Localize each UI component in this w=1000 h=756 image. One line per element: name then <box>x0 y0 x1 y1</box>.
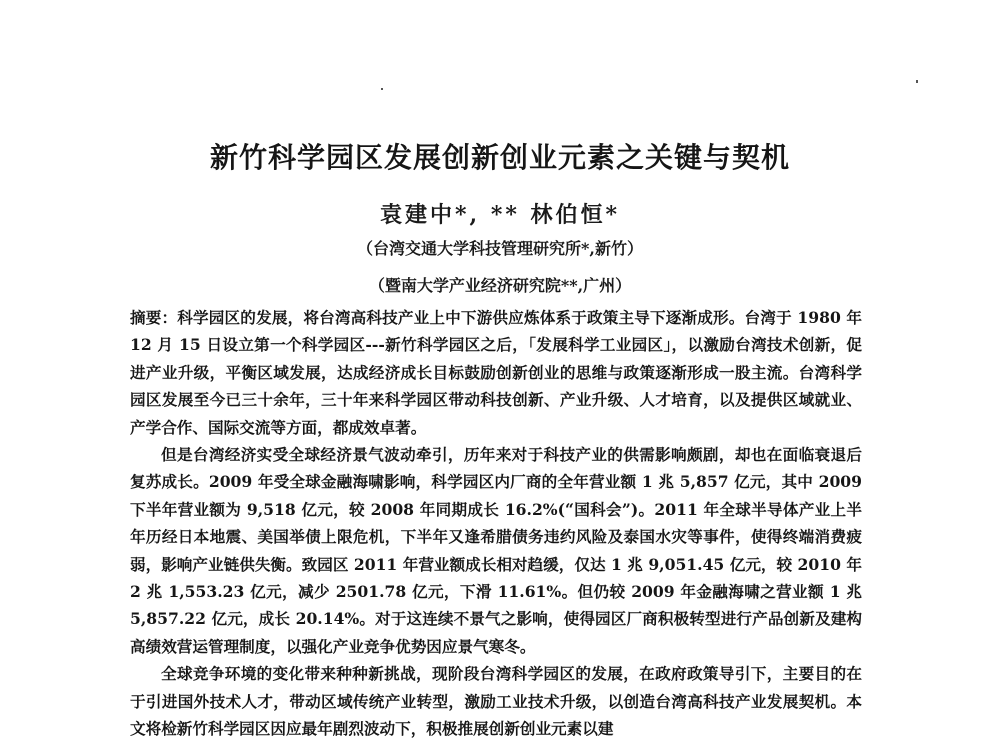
paper-title: 新竹科学园区发展创新创业元素之关键与契机 <box>209 141 790 174</box>
scan-speck <box>381 88 383 90</box>
body-paragraph: 全球竞争环境的变化带来种种新挑战，现阶段台湾科学园区的发展，在政府政策导引下，主要目的在于引进国外技术人才，带动区域传统产业转型，激励工业技术升级，以创造台湾高科技产业发展契机。本文将检新竹科学园区因应最年剧烈波动下，积极推展创新创业元素以建 <box>130 664 862 739</box>
affiliation-1: （台湾交通大学科技管理研究所*,新竹） <box>357 239 643 258</box>
abstract-label: 摘要： <box>130 308 178 327</box>
affiliation-2: （暨南大学产业经济研究院**,广州） <box>368 276 632 295</box>
scan-speck <box>916 80 918 83</box>
abstract-text: 科学园区的发展，将台湾高科技产业上中下游供应炼体系于政策主导下逐渐成形。台湾于 1980 年 12 月 15 日设立第一个科学园区---新竹科学园区之后，「发展科学工业园区」，以激励台湾技术创新，促进产业升级，平衡区域发展，达成经济成长目标鼓励创新创业的思维与政策逐渐形成一股主流。台湾科学园区发展至今已三十余年，三十年来科学园区带动科技创新、产业升级、人才培育，以及提供区域就业、产学合作、国际交流等方面，都成效卓著。 <box>130 308 862 437</box>
body-paragraph: 但是台湾经济实受全球经济景气波动牵引，历年来对于科技产业的供需影响颇剧，却也在面临衰退后复苏成长。2009 年受全球金融海啸影响，科学园区内厂商的全年营业额 1 兆 5,857 亿元，其中 2009 下半年营业额为 9,518 亿元，较 2008 年同期成长 16.2%(“国科会”)。2011 年全球半导体产业上半年历经日本地震、美国举债上限危机，下半年又逢希腊债务违约风险及泰国水灾等事件，使得终端消费疲弱，影响产业链供失衡。致园区 2011 年营业额成长相对趋缓，仅达 1 兆 9,051.45 亿元，较 2010 年 2 兆 1,553.23 亿元，减少 2501.78 亿元，下滑 11.61%。但仍较 2009 年金融海啸之营业额 1 兆 5,857.22 亿元，成长 20.14%。对于这连续不景气之影响，使得园区厂商积极转型进行产品创新及建构高绩效营运管理制度，以强化产业竞争优势因应景气寒冬。 <box>130 445 862 656</box>
paper-authors: 袁建中*, ** 林伯恒* <box>380 202 620 228</box>
paper-body <box>130 304 862 743</box>
abstract-paragraph <box>130 304 862 441</box>
